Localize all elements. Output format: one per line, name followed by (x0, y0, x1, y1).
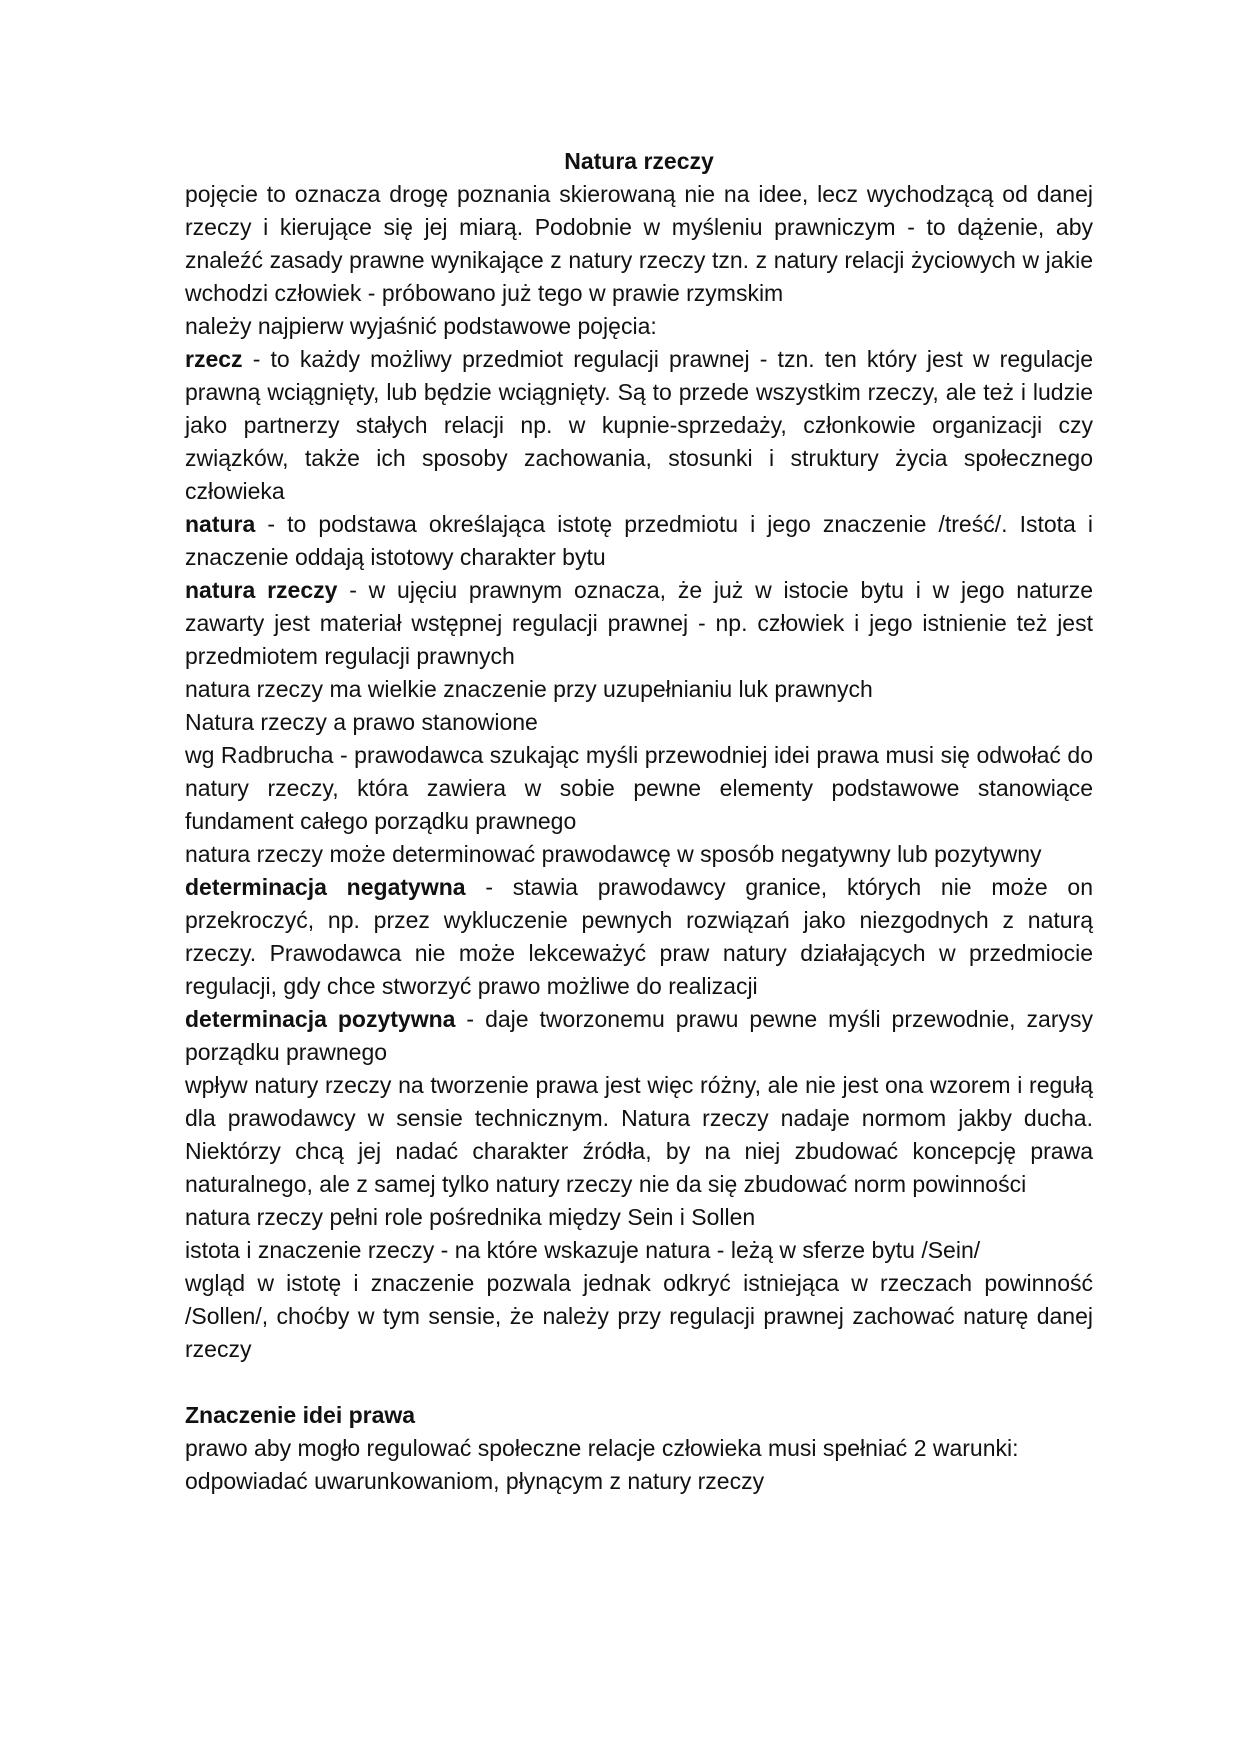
definition-rzecz-text: - to każdy możliwy przedmiot regulacji prawnej - tzn. ten który jest w regulacje prawną wciągnięty, lub będzie wciągnięty. Są to przede wszystkim rzeczy, ale też i ludzie jako partnerzy stałych relacji np. w kupnie-sprzedaży, członkowie organizacji czy związków, także ich sposoby zachowania, stosunki i struktury życia społecznego człowieka (185, 346, 1093, 504)
definition-determinacja-negatywna-text: - stawia prawodawcy granice, których nie może on przekroczyć, np. przez wykluczenie pewnych rozwiązań jako niezgodnych z naturą rzeczy. Prawodawca nie może lekceważyć praw natury działających w przedmiocie regulacji, gdy chce stworzyć prawo możliwe do realizacji (185, 874, 1093, 999)
paragraph-luki: natura rzeczy ma wielkie znaczenie przy uzupełnianiu luk prawnych (185, 676, 873, 702)
paragraph-posrednik: natura rzeczy pełni role pośrednika między Sein i Sollen (185, 1204, 756, 1230)
definition-natura (185, 508, 1093, 574)
term-natura: natura (185, 511, 256, 537)
paragraph-wglad: wgląd w istotę i znaczenie pozwala jednak odkryć istniejąca w rzeczach powinność /Sollen/, choćby w tym sensie, że należy przy regulacji prawnej zachować naturę danej rzeczy (185, 1270, 1093, 1362)
paragraph-wplyw: wpływ natury rzeczy na tworzenie prawa jest więc różny, ale nie jest ona wzorem i regułą dla prawodawcy w sensie technicznym. Natura rzeczy nadaje normom jakby ducha. Niektórzy chcą jej nadać charakter źródła, by na niej zbudować koncepcję prawa naturalnego, ale z samej tylko natury rzeczy nie da się zbudować norm powinności (185, 1072, 1093, 1197)
term-rzecz: rzecz (185, 346, 243, 372)
document-title: Natura rzeczy (564, 148, 714, 174)
definition-rzecz (185, 343, 1093, 508)
definition-determinacja-negatywna (185, 871, 1093, 1003)
paragraph-warunek-1: odpowiadać uwarunkowaniom, płynącym z natury rzeczy (185, 1468, 765, 1494)
paragraph-prawo-stanowione: Natura rzeczy a prawo stanowione (185, 709, 538, 735)
document-page (185, 145, 1093, 1498)
paragraph-istota: istota i znaczenie rzeczy - na które wskazuje natura - leżą w sferze bytu /Sein/ (185, 1237, 981, 1263)
paragraph-radbruch: wg Radbrucha - prawodawca szukając myśli przewodniej idei prawa musi się odwołać do natury rzeczy, która zawiera w sobie pewne elementy podstawowe stanowiące fundament całego porządku prawnego (185, 742, 1093, 834)
definition-natura-text: - to podstawa określająca istotę przedmiotu i jego znaczenie /treść/. Istota i znaczenie oddają istotowy charakter bytu (185, 511, 1093, 570)
definition-determinacja-pozytywna-text: - daje tworzonemu prawu pewne myśli przewodnie, zarysy porządku prawnego (185, 1006, 1093, 1065)
paragraph-basic-concepts: należy najpierw wyjaśnić podstawowe pojęcia: (185, 313, 657, 339)
definition-determinacja-pozytywna (185, 1003, 1093, 1069)
definition-natura-rzeczy-text: - w ujęciu prawnym oznacza, że już w istocie bytu i w jego naturze zawarty jest materiał wstępnej regulacji prawnej - np. człowiek i jego istnienie też jest przedmiotem regulacji prawnych (185, 577, 1093, 669)
paragraph-intro: pojęcie to oznacza drogę poznania skierowaną nie na idee, lecz wychodzącą od danej rzeczy i kierujące się jej miarą. Podobnie w myśleniu prawniczym - to dążenie, aby znaleźć zasady prawne wynikające z natury rzeczy tzn. z natury relacji życiowych w jakie wchodzi człowiek - próbowano już tego w prawie rzymskim (185, 181, 1093, 306)
definition-natura-rzeczy (185, 574, 1093, 673)
term-determinacja-negatywna: determinacja negatywna (185, 874, 466, 900)
paragraph-determinuje: natura rzeczy może determinować prawodawcę w sposób negatywny lub pozytywny (185, 841, 1042, 867)
paragraph-warunki: prawo aby mogło regulować społeczne relacje człowieka musi spełniać 2 warunki: (185, 1435, 1019, 1461)
section-heading-znaczenie-idei-prawa: Znaczenie idei prawa (185, 1402, 416, 1428)
term-determinacja-pozytywna: determinacja pozytywna (185, 1006, 456, 1032)
term-natura-rzeczy: natura rzeczy (185, 577, 338, 603)
